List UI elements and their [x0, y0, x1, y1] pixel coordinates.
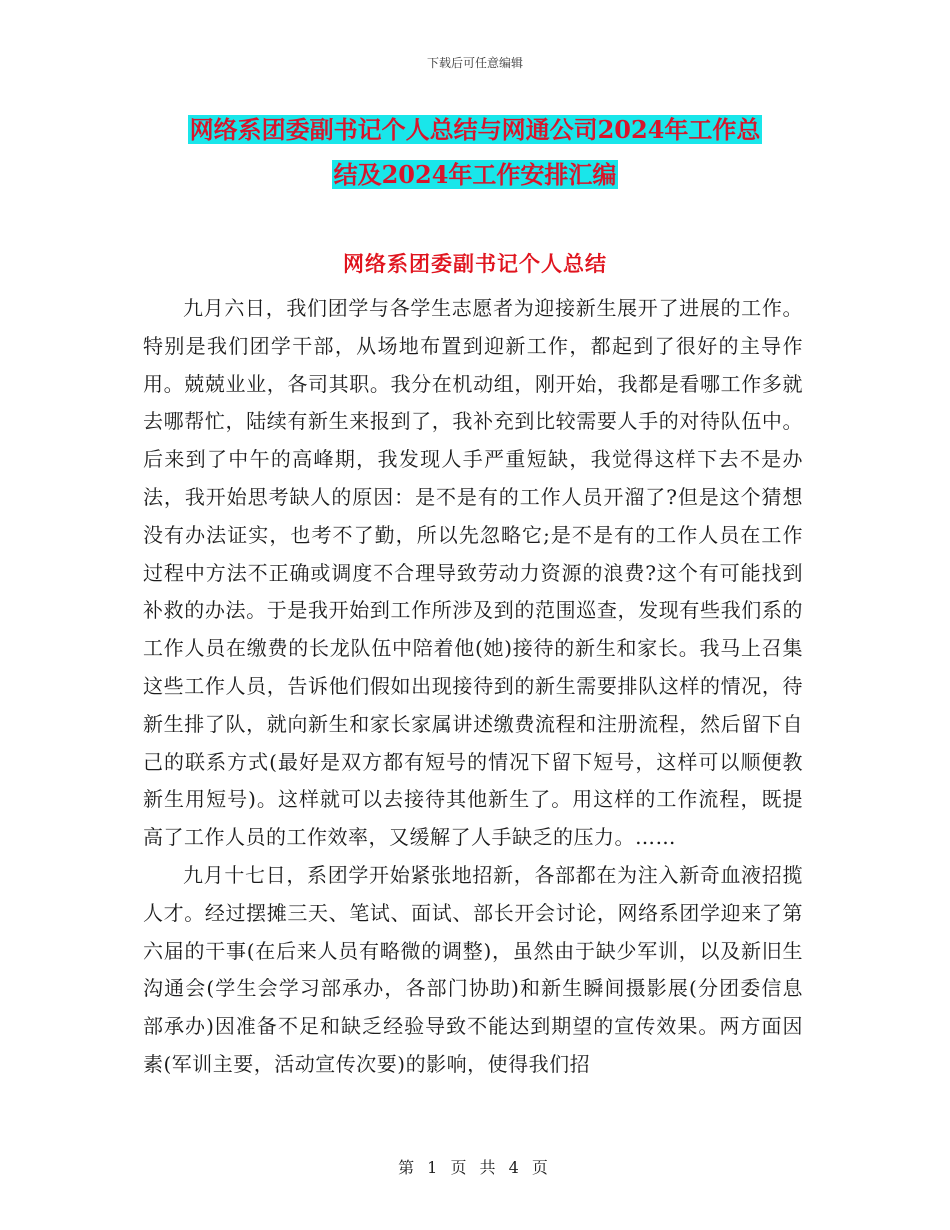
paragraph: 九月十七日，系团学开始紧张地招新，各部都在为注入新奇血液招揽人才。经过摆摊三天、笔试、面试、部长开会讨论，网络系团学迎来了第六届的干事(在后来人员有略微的调整)，虽然由于缺少军训，以及新旧生沟通会(学生会学习部承办，各部门协助)和新生瞬间摄影展(分团委信息部承办)因准备不足和缺乏经验导致不能达到期望的宣传效果。两方面因素(军训主要，活动宣传次要)的影响，使得我们招	[143, 862, 803, 1076]
document-title-line-2-text: 结及2024年工作安排汇编	[333, 160, 617, 189]
document-title-line-1-text: 网络系团委副书记个人总结与网通公司2024年工作总	[189, 115, 761, 144]
document-title-line-1	[0, 112, 950, 148]
document-body	[143, 290, 803, 1084]
header-note: 下载后可任意编辑	[426, 56, 523, 70]
page-number-footer: 第 1 页 共 4 页	[398, 1158, 552, 1177]
section-heading: 网络系团委副书记个人总结	[343, 251, 607, 276]
document-title-line-2	[0, 157, 950, 193]
paragraph: 九月六日，我们团学与各学生志愿者为迎接新生展开了进展的工作。特别是我们团学干部，从场地布置到迎新工作，都起到了很好的主导作用。兢兢业业，各司其职。我分在机动组，刚开始，我都是看哪工作多就去哪帮忙，陆续有新生来报到了，我补充到比较需要人手的对待队伍中。后来到了中午的高峰期，我发现人手严重短缺，我觉得这样下去不是办法，我开始思考缺人的原因：是不是有的工作人员开溜了?但是这个猜想没有办法证实，也考不了勤，所以先忽略它;是不是有的工作人员在工作过程中方法不正确或调度不合理导致劳动力资源的浪费?这个有可能找到补救的办法。于是我开始到工作所涉及到的范围巡查，发现有些我们系的工作人员在缴费的长龙队伍中陪着他(她)接待的新生和家长。我马上召集这些工作人员，告诉他们假如出现接待到的新生需要排队这样的情况，待新生排了队，就向新生和家长家属讲述缴费流程和注册流程，然后留下自己的联系方式(最好是双方都有短号的情况下留下短号，这样可以顺便教新生用短号)。这样就可以去接待其他新生了。用这样的工作流程，既提高了工作人员的工作效率，又缓解了人手缺乏的压力。……	[143, 296, 803, 850]
